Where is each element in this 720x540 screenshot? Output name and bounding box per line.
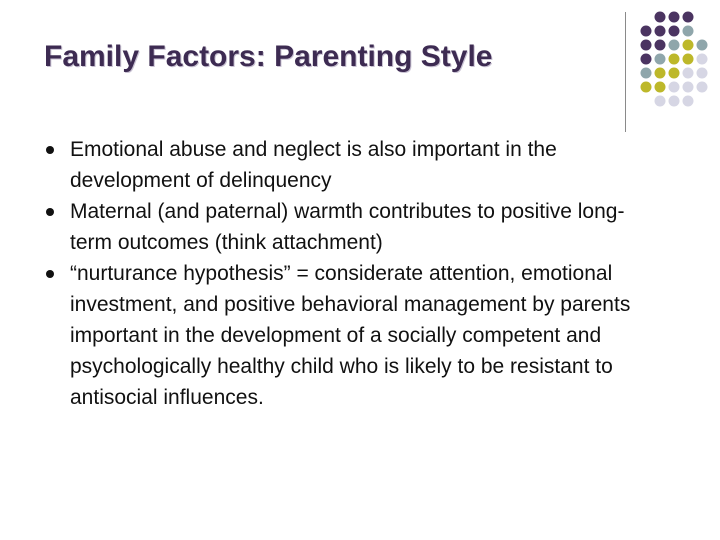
decorative-dot xyxy=(697,82,708,93)
decorative-dot xyxy=(655,26,666,37)
decorative-dot xyxy=(697,54,708,65)
bullet-list xyxy=(44,134,644,413)
decorative-dot xyxy=(683,82,694,93)
bullet-text: “nurturance hypothesis” = considerate attention, emotional investment, and positive behavioral management by parents important in the development of a socially competent and psychologically healthy child who is likely to be resistant to antisocial influences. xyxy=(70,262,631,409)
decorative-dot xyxy=(655,54,666,65)
slide-title: Family Factors: Parenting Style xyxy=(44,40,493,73)
decorative-dot xyxy=(641,82,652,93)
decorative-dot xyxy=(683,54,694,65)
decorative-dot xyxy=(641,68,652,79)
decorative-dot xyxy=(669,54,680,65)
bullet-text: Emotional abuse and neglect is also important in the development of delinquency xyxy=(70,138,557,192)
decorative-dot xyxy=(683,12,694,23)
decorative-dot xyxy=(697,68,708,79)
bullet-item-1 xyxy=(44,134,644,196)
bullet-item-3 xyxy=(44,258,644,413)
decorative-dot xyxy=(683,96,694,107)
decorative-dot xyxy=(655,68,666,79)
dot-grid-graphic xyxy=(0,0,720,130)
decorative-dot xyxy=(683,40,694,51)
decorative-dot xyxy=(669,68,680,79)
decorative-dot xyxy=(655,96,666,107)
decorative-dot xyxy=(641,40,652,51)
bullet-item-2 xyxy=(44,196,644,258)
decorative-dot xyxy=(641,54,652,65)
decorative-dot-grid xyxy=(0,0,720,130)
decorative-dot xyxy=(669,40,680,51)
bullet-dot-icon xyxy=(46,208,54,216)
decorative-dot xyxy=(669,12,680,23)
decorative-dot xyxy=(655,12,666,23)
decorative-dot xyxy=(683,68,694,79)
decorative-dot xyxy=(697,40,708,51)
decorative-dot xyxy=(655,40,666,51)
decorative-dot xyxy=(641,26,652,37)
bullet-dot-icon xyxy=(46,270,54,278)
decorative-dot xyxy=(669,82,680,93)
bullet-text: Maternal (and paternal) warmth contributes to positive long-term outcomes (think attachment) xyxy=(70,200,625,254)
decorative-dot xyxy=(669,26,680,37)
decorative-dot xyxy=(669,96,680,107)
bullet-dot-icon xyxy=(46,146,54,154)
decorative-dot xyxy=(655,82,666,93)
decorative-dot xyxy=(683,26,694,37)
